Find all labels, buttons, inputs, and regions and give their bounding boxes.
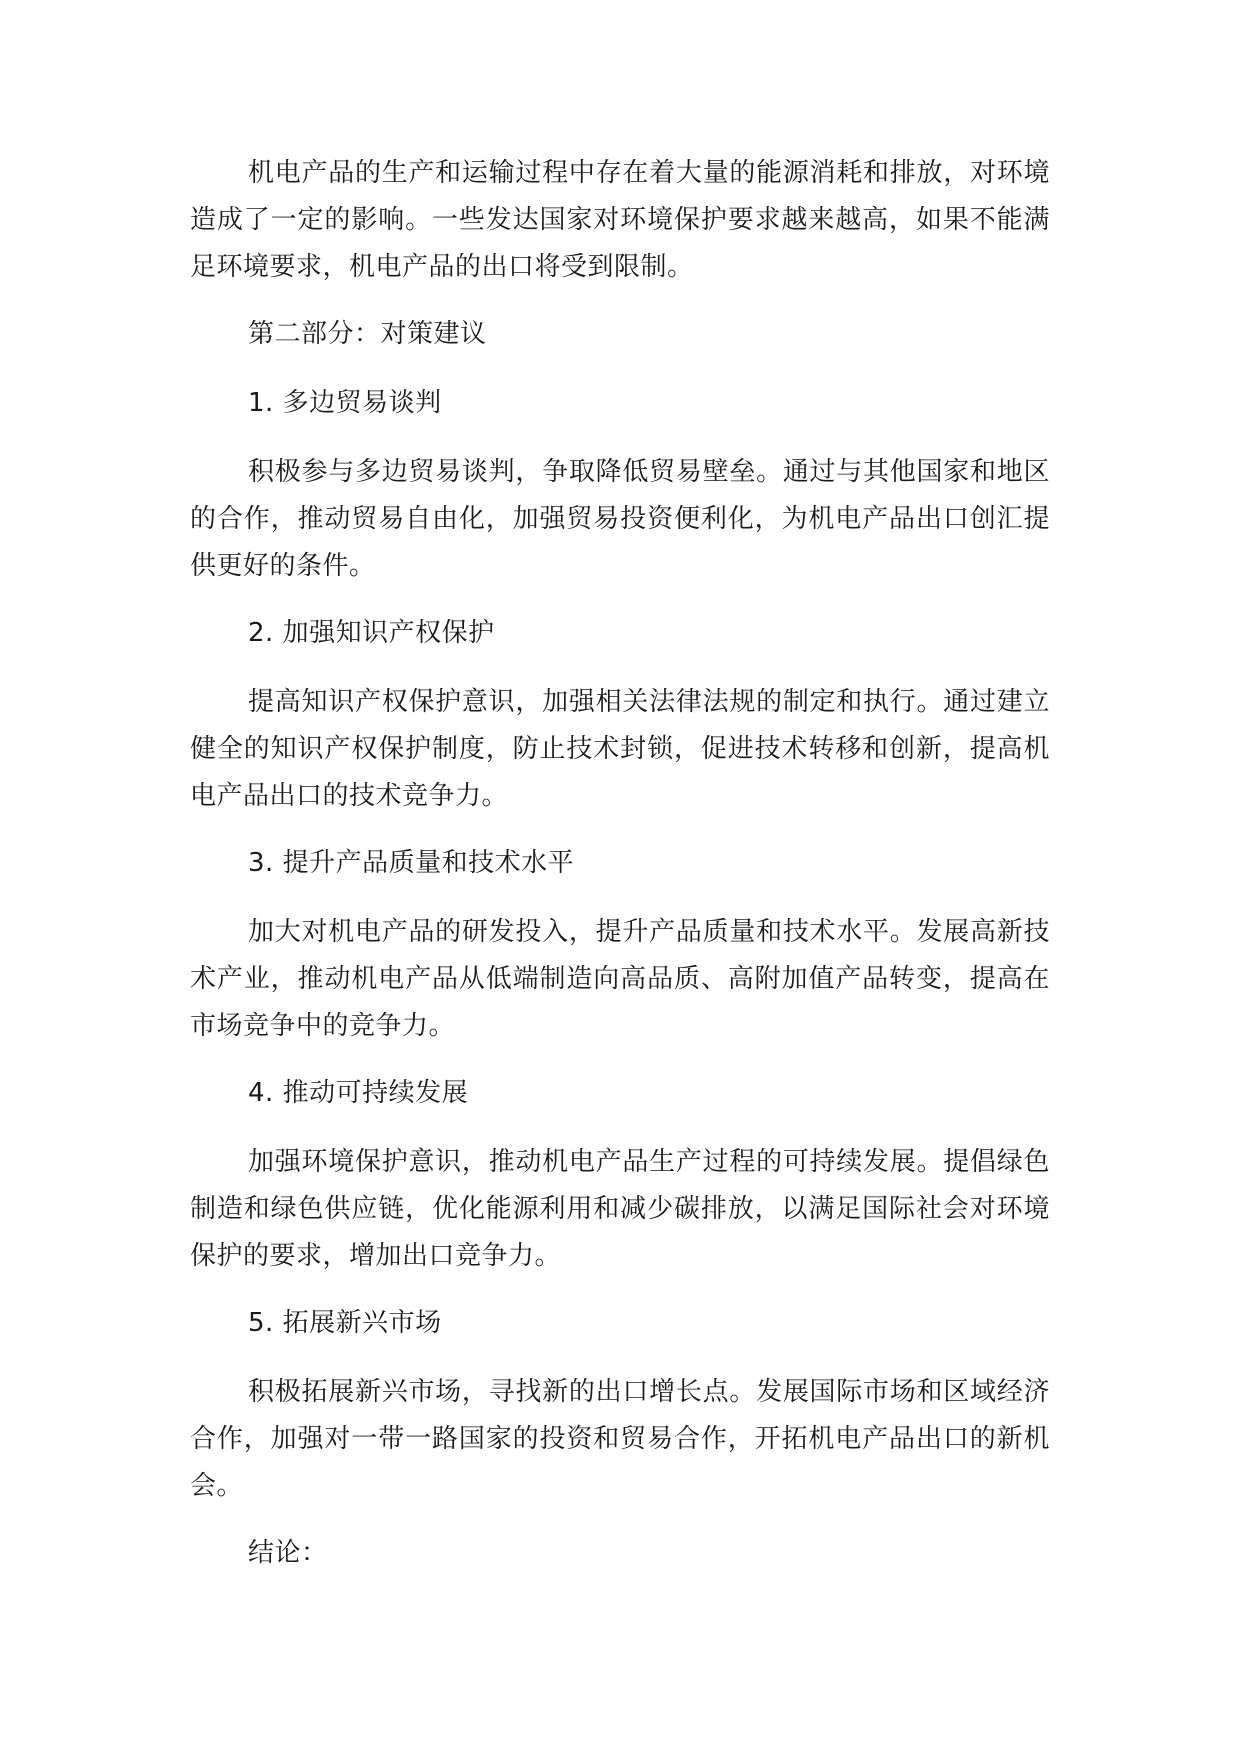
paragraph-sustainable-development: 加强环境保护意识，推动机电产品生产过程的可持续发展。提倡绿色制造和绿色供应链，优化能源利用和减少碳排放，以满足国际社会对环境保护的要求，增加出口竞争力。: [190, 1147, 1050, 1271]
paragraph-quality-technology: 加大对机电产品的研发投入，提升产品质量和技术水平。发展高新技术产业，推动机电产品从低端制造向高品质、高附加值产品转变，提高在市场竞争中的竞争力。: [190, 917, 1050, 1041]
document-page: [190, 150, 1050, 1577]
subheading-multilateral-trade: 1. 多边贸易谈判: [248, 388, 442, 418]
paragraph-emerging-markets: 积极拓展新兴市场，寻找新的出口增长点。发展国际市场和区域经济合作，加强对一带一路国家的投资和贸易合作，开拓机电产品出口的新机会。: [190, 1377, 1050, 1501]
subheading-ip-protection: 2. 加强知识产权保护: [248, 618, 495, 648]
section-heading-part-two: 第二部分：对策建议: [248, 319, 487, 349]
paragraph-environment-impact: 机电产品的生产和运输过程中存在着大量的能源消耗和排放，对环境造成了一定的影响。一些发达国家对环境保护要求越来越高，如果不能满足环境要求，机电产品的出口将受到限制。: [190, 158, 1050, 282]
subheading-quality-technology: 3. 提升产品质量和技术水平: [248, 848, 575, 878]
subheading-sustainable-development: 4. 推动可持续发展: [248, 1078, 469, 1108]
paragraph-multilateral-trade: 积极参与多边贸易谈判，争取降低贸易壁垒。通过与其他国家和地区的合作，推动贸易自由化，加强贸易投资便利化，为机电产品出口创汇提供更好的条件。: [190, 457, 1050, 581]
heading-conclusion: 结论：: [248, 1538, 328, 1568]
subheading-emerging-markets: 5. 拓展新兴市场: [248, 1308, 442, 1338]
paragraph-ip-protection: 提高知识产权保护意识，加强相关法律法规的制定和执行。通过建立健全的知识产权保护制度，防止技术封锁，促进技术转移和创新，提高机电产品出口的技术竞争力。: [190, 687, 1050, 811]
